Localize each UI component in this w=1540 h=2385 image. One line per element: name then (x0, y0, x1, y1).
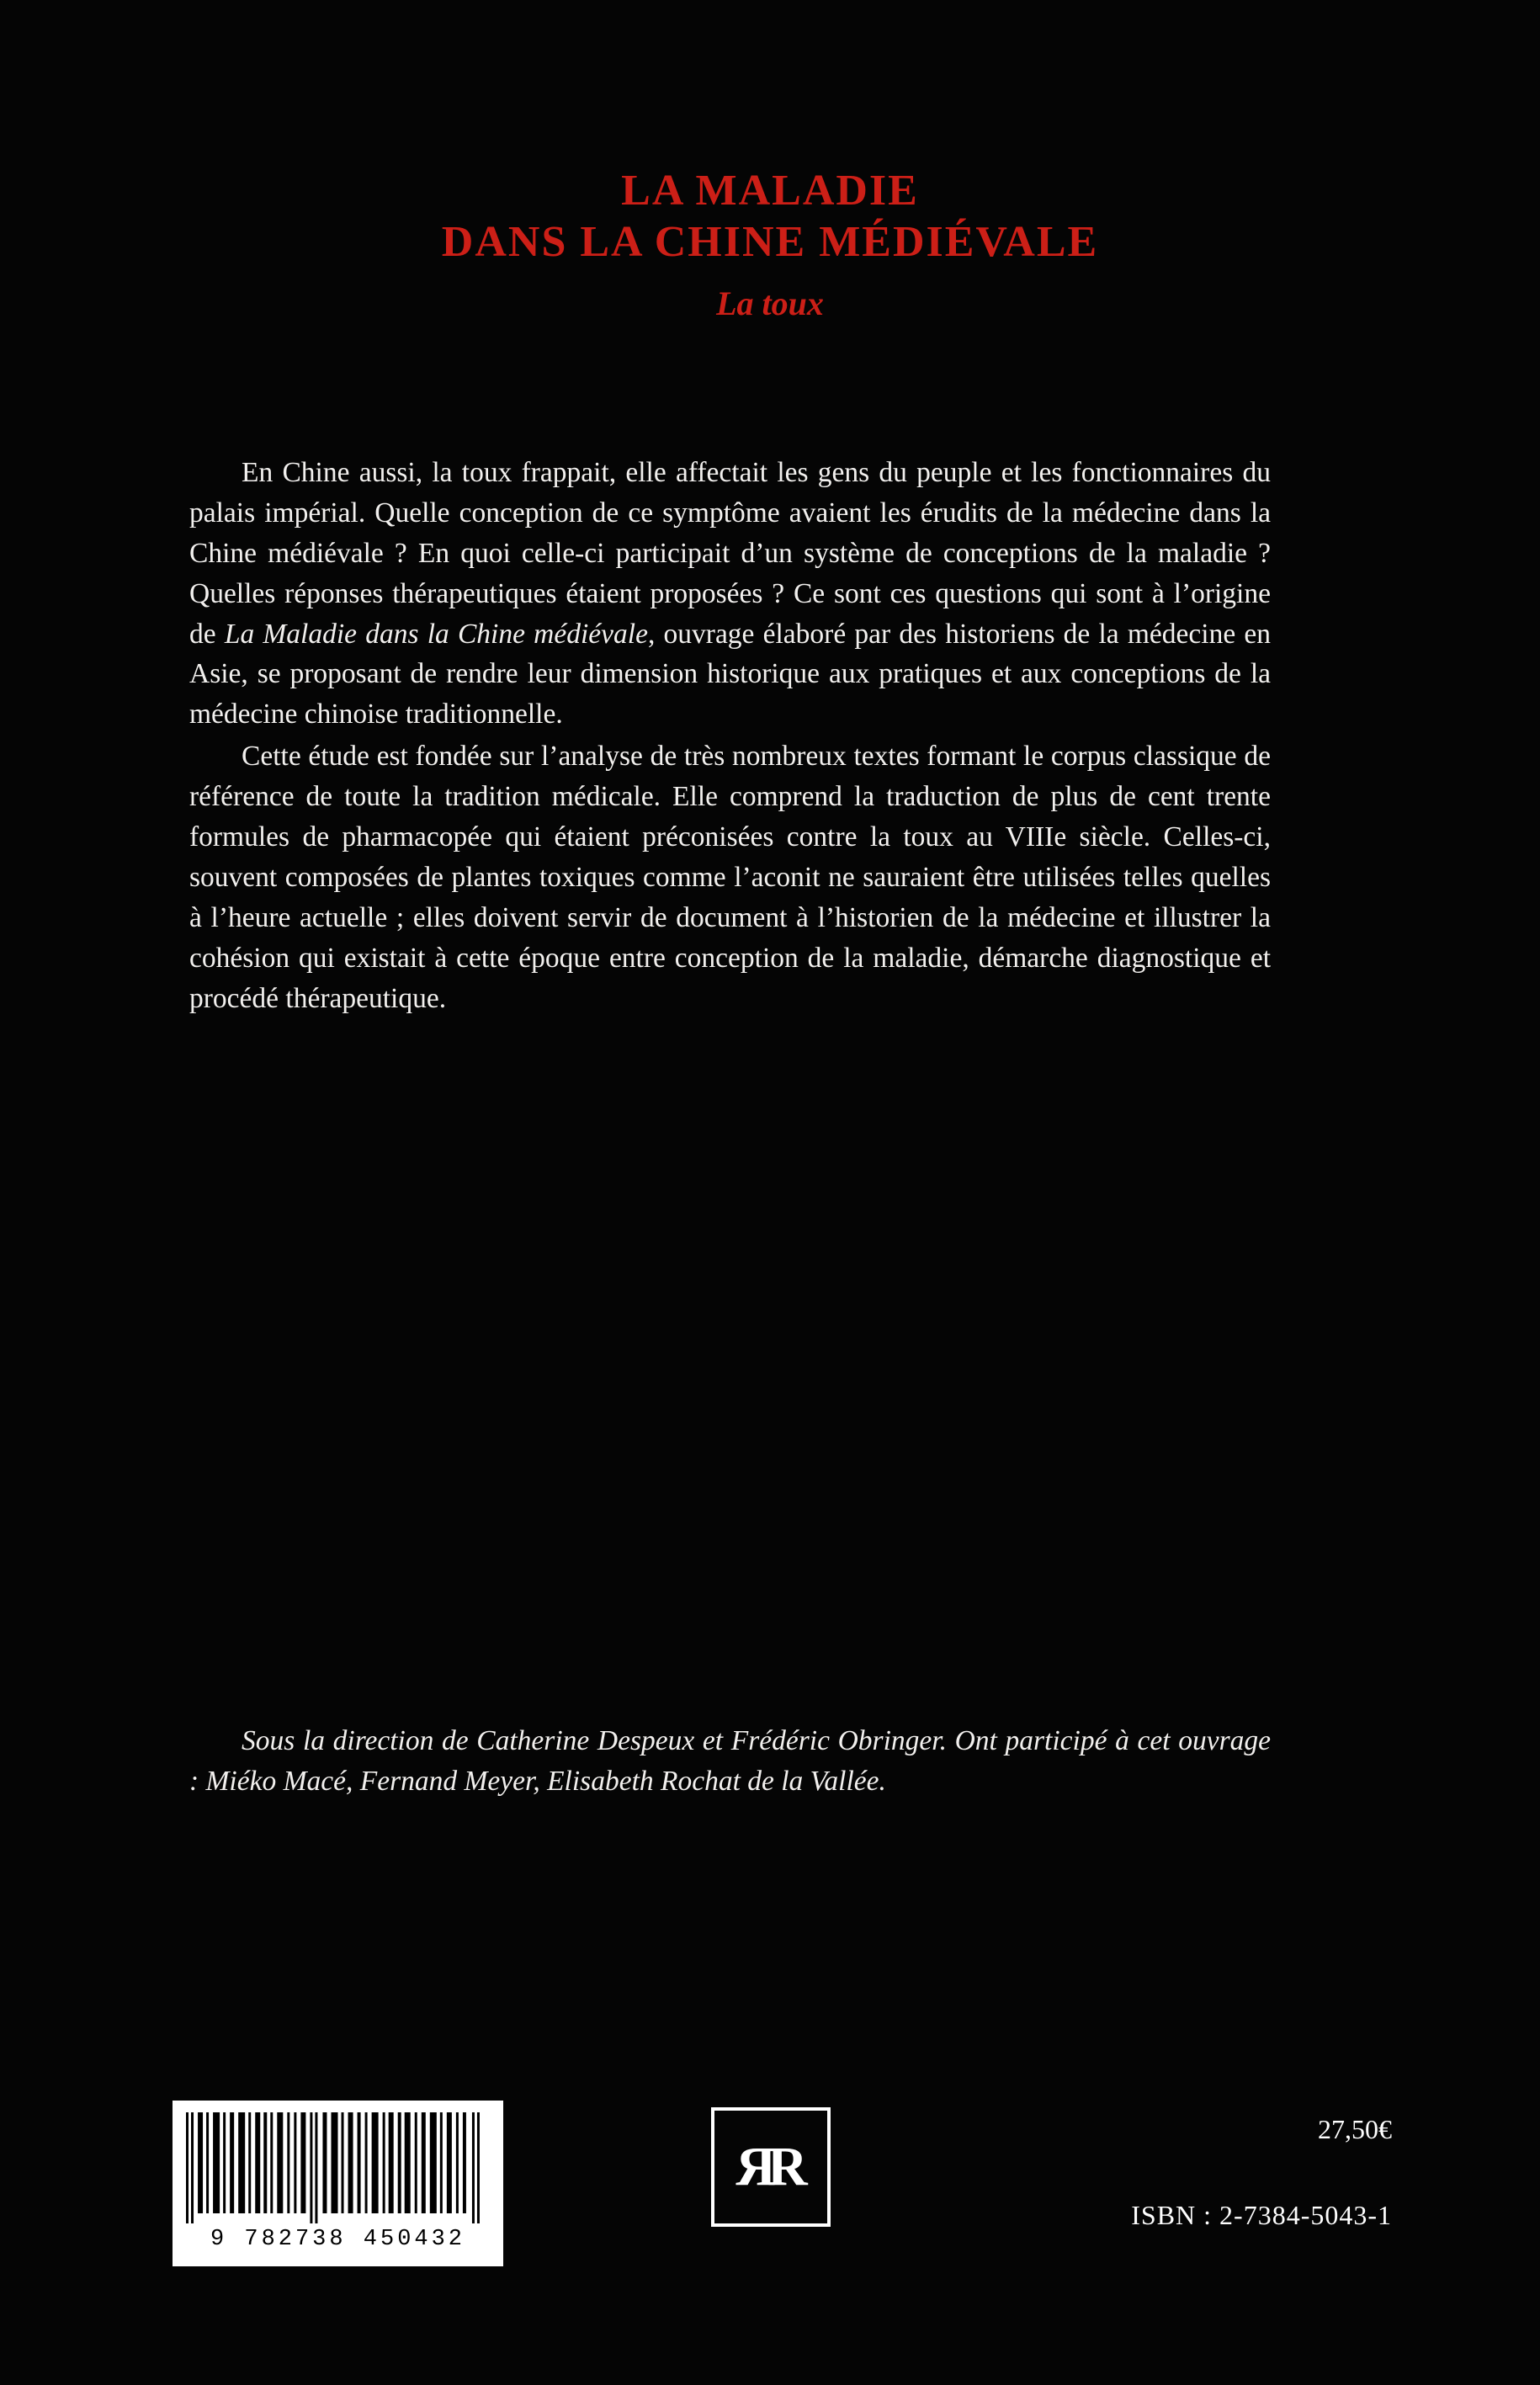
barcode (173, 2101, 503, 2266)
isbn-label: ISBN : 2-7384-5043-1 (1131, 2200, 1392, 2230)
price-label: 27,50€ (1318, 2114, 1392, 2144)
barcode-bars-icon (186, 2112, 490, 2223)
blurb-text (189, 453, 1271, 1018)
blurb-paragraph-2: Cette étude est fondée sur l’analyse de très nombreux textes formant le corpus classique de référence de toute la tradition médicale. Elle comprend la traduction de plus de cent trente formules de pharmacopée qui étaient préconisées contre la toux au VIIIe siècle. Celles-ci, souvent composées de plantes toxiques comme l’aconit ne sauraient être utilisées telles quelles à l’heure actuelle ; elles doivent servir de document à l’historien de la médecine et illustrer la cohésion qui existait à cette époque entre conception de la maladie, démarche diagnostique et procédé thérapeutique. (189, 741, 1271, 1014)
publisher-logo (711, 2107, 831, 2227)
blurb-p1-book-title: La Maladie dans la Chine médiévale (224, 618, 648, 650)
page-subtitle: La toux (716, 284, 824, 322)
title-block (0, 165, 1540, 323)
page-title-line-2: DANS LA CHINE MÉDIÉVALE (441, 218, 1099, 267)
blurb-paragraph-1 (189, 453, 1271, 735)
page-title-line-1: LA MALADIE (621, 167, 919, 215)
publisher-logo-mark: ЯR (735, 2136, 799, 2197)
blurb-p1-part-2: , ouvrage élaboré par des historiens de la médecine en Asie, se proposant de rendre leur dimension historique aux pratiques et aux conceptions de la médecine chinoise traditionnelle. (189, 618, 1272, 730)
footer (0, 2101, 1540, 2277)
credits-text: Sous la direction de Catherine Despeux et Frédéric Obringer. Ont participé à cet ouvrage : Miéko Macé, Fernand Meyer, Elisabeth Rochat de la Vallée. (189, 1725, 1271, 1797)
credits-block (189, 1721, 1271, 1802)
barcode-digits: 9 782738 450432 (210, 2227, 466, 2252)
blurb-p1-part-1: En Chine aussi, la toux frappait, elle affectait les gens du peuple et les fonctionnaires du palais impérial. Quelle conception de ce symptôme avaient les érudits de la médecine dans la Chine médiévale ? En quoi celle-ci participait d’un système de conceptions de la maladie ? Quelles réponses thérapeutiques étaient proposées ? Ce sont ces questions qui sont à l’origine de (189, 457, 1271, 650)
